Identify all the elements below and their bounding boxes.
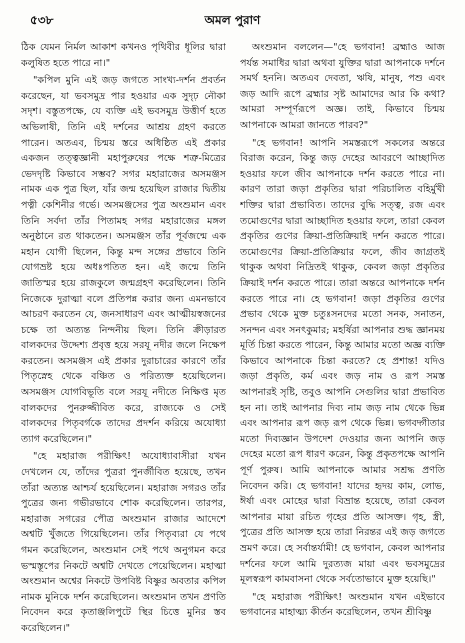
- page-number: ৫৩৮: [30, 13, 54, 27]
- running-title: অমল পুরাণ: [204, 13, 261, 27]
- paragraph: অংশুমান বললেন—"হে ভগবান! ব্রহ্মাও আজ পর্যন্ত সমাধির দ্বারা অথবা যুক্তির দ্বারা আপনাকে দর্শনে সমর্থ হননি। অতএব দেবতা, ঋষি, মানুষ, পশু এবং জড় আদি রূপে ব্রহ্মার সৃষ্ট আমাদের আর কি কথা? আমরা সম্পূর্ণরূপে অজ্ঞ। তাই, কিভাবে চিন্ময় আপনাকে আমরা জানতে পারব?": [240, 42, 445, 131]
- left-column: [21, 40, 226, 635]
- paragraph: "কপিল মুনি এই জড় জগতে সাংখ্য-দর্শন প্রবর্তন করেছেন, যা ভবসমুদ্র পার হওয়ার এক সুদৃঢ় নৌকা সদৃশ। বস্তুতপক্ষে, যে ব্যক্তি এই ভবসমুদ্র উত্তীর্ণ হতে অভিলাষী, তিনি এই দর্শনের আশ্রয় গ্রহণ করতে পারেন। অতএব, চিন্ময় স্তরে অধিষ্ঠিত এই প্রকার একজন তত্ত্বজ্ঞানী মহাপুরুষের পক্ষে শত্রু-মিত্রের ভেদদৃষ্টি কিভাবে সম্ভব? সগর মহারাজের অসমঞ্জস নামক এক পুত্র ছিল, যাঁর জন্ম হয়েছিল রাজার দ্বিতীয় পত্নী কেশিনীর গর্ভে। অসমঞ্জসের পুত্র অংশুমান এবং তিনি সর্বদা তাঁর পিতামহ সগর মহারাজের মঙ্গল অনুষ্ঠানে রত থাকতেন। অসমঞ্জস তাঁর পূর্বজন্মে এক মহান যোগী ছিলেন, কিন্তু মন্দ সঙ্গের প্রভাবে তিনি যোগভ্রষ্ট হয়ে অধঃপতিত হন। এই জন্মে তিনি জাতিস্মর হয়ে রাজকুলে জন্মগ্রহণ করেছিলেন। তিনি নিজেকে দুরাত্মা বলে প্রতিপন্ন করার জন্য এমনভাবে আচরণ করতেন যে, জনসাধারণ এবং আত্মীয়স্বজনের চক্ষে তা অত্যন্ত নিন্দনীয় ছিল। তিনি ক্রীড়ারত বালকদের উদ্দেশ্য প্রবৃত্ত হয়ে সরযূ নদীর জলে নিক্ষেপ করতেন। অসমঞ্জস এই প্রকার দুরাচারের কারণে তাঁর পিতৃস্নেহ থেকে বঞ্চিত ও পরিত্যক্ত হয়েছিলেন। অসমঞ্জস যোগবিভূতি বলে সরযূ নদীতে নিক্ষিপ্ত মৃত বালকদের পুনরুজ্জীবিত করে, রাজ্যকে ও সেই বালকদের পিতৃবর্গকে তাদের প্রদর্শন করিয়ে অযোধ্যা ত্যাগ করেছিলেন।": [21, 75, 226, 445]
- paragraph: ঠিক যেমন নির্মল আকাশ কখনও পৃথিবীর ধূলির দ্বারা কলুষিত হতে পারে না।": [21, 42, 226, 69]
- right-column: [240, 40, 445, 635]
- paragraph: "হে মহারাজ পরীক্ষিৎ! অযোধ্যাবাসীরা যখন দেখলেন যে, তাঁদের পুত্ররা পুনর্জীবিত হয়েছে, তখন তাঁরা অত্যন্ত আশ্চর্য হয়েছিলেন। মহারাজ সগরও তাঁর পুত্রের জন্য গভীরভাবে শোক করেছিলেন। তারপর, মহারাজ সগরের পৌত্র অংশুমান রাজার আদেশে অশ্বটি খুঁজতে গিয়েছিলেন। তাঁর পিতৃব্যরা যে পথে গমন করেছিলেন, অংশুমান সেই পথে অনুগমন করে ভস্মস্তূপের নিকটে অশ্বটি দেখতে পেয়েছিলেন। মহাত্মা অংশুমান অশ্বের নিকটে উপবিষ্ট বিষ্ণুর অবতার কপিল নামক মুনিকে দর্শন করেছিলেন। অংশুমান তখন প্রণতি নিবেদন করে কৃতাঞ্জলিপুটে স্থির চিত্তে মুনির স্তব করেছিলেন।": [21, 451, 226, 634]
- paragraph: "হে ভগবান! আপনি সমস্তরূপে সকলের অন্তরে বিরাজ করেন, কিন্তু জড় দেহের আবরণে আচ্ছাদিত হওয়ার ফলে জীব আপনাকে দর্শন করতে পারে না। কারণ তারা জড়া প্রকৃতির দ্বারা পরিচালিত বহির্মুখী শক্তির দ্বারা প্রভাবিত। তাদের বুদ্ধি সত্ত্ব, রজ এবং তমোগুণের দ্বারা আচ্ছাদিত হওয়ার ফলে, তারা কেবল প্রকৃতির গুণের ক্রিয়া-প্রতিক্রিয়াই দর্শন করতে পারে। তমোগুণের ক্রিয়া-প্রতিক্রিয়ার ফলে, জীব জাগ্রতই থাকুক অথবা নিদ্রিতই থাকুক, কেবল জড়া প্রকৃতির ক্রিয়াই দর্শন করতে পারে। তারা অন্তরে আপনাকে দর্শন করতে পারে না। হে ভগবান! জড়া প্রকৃতির গুণের প্রভাব থেকে মুক্ত চতুঃসনদের মতো সনক, সনাতন, সনন্দন এবং সনৎকুমার; মহর্ষিরা আপনার শুদ্ধ জ্ঞানময় মূর্তি চিন্তা করতে পারেন, কিন্তু আমার মতো অজ্ঞ ব্যক্তি কিভাবে আপনাকে চিন্তা করতে? হে প্রশান্ত! যদিও জড়া প্রকৃতি, কর্ম এবং জড় নাম ও রূপ সমস্ত আপনারই সৃষ্টি, তবুও আপনি সেগুলির দ্বারা প্রভাবিত হন না। তাই আপনার দিব্য নাম জড় নাম থেকে ভিন্ন এবং আপনার রূপ জড় রূপ থেকে ভিন্ন। ভগবদ্গীতার মতো দিব্যজ্ঞান উপদেশ দেওয়ার জন্য আপনি জড় দেহের মতো রূপ ধারণ করেন, কিন্তু প্রকৃতপক্ষে আপনি পূর্ণ পুরুষ। আমি আপনাকে আমার সশ্রদ্ধ প্রণতি নিবেদন করি। হে ভগবান! যাদের হৃদয় কাম, লোভ, ঈর্ষা এবং মোহের দ্বারা বিভ্রান্ত হয়েছে, তারা কেবল আপনার মায়া রচিত গৃহের প্রতি আসক্ত। গৃহ, স্ত্রী, পুত্রের প্রতি আসক্ত হয়ে তারা নিরন্তর এই জড় জগতে ভ্রমণ করে। হে সর্বান্তর্যামী! হে ভগবান, কেবল আপনার দর্শনের ফলে আমি দুরত্যজ মায়া এবং ভবসমুদ্রের মূলস্বরূপ কামবাসনা থেকে সর্বতোভাবে মুক্ত হয়েছি।": [240, 137, 445, 586]
- paragraph: "হে মহারাজ পরীক্ষিৎ! অংশুমান যখন এইভাবে ভগবানের মাহাত্ম্য কীর্তন করেছিলেন, তখন শ্রীবিষ্ণু: [240, 591, 445, 619]
- page-header: [0, 10, 465, 30]
